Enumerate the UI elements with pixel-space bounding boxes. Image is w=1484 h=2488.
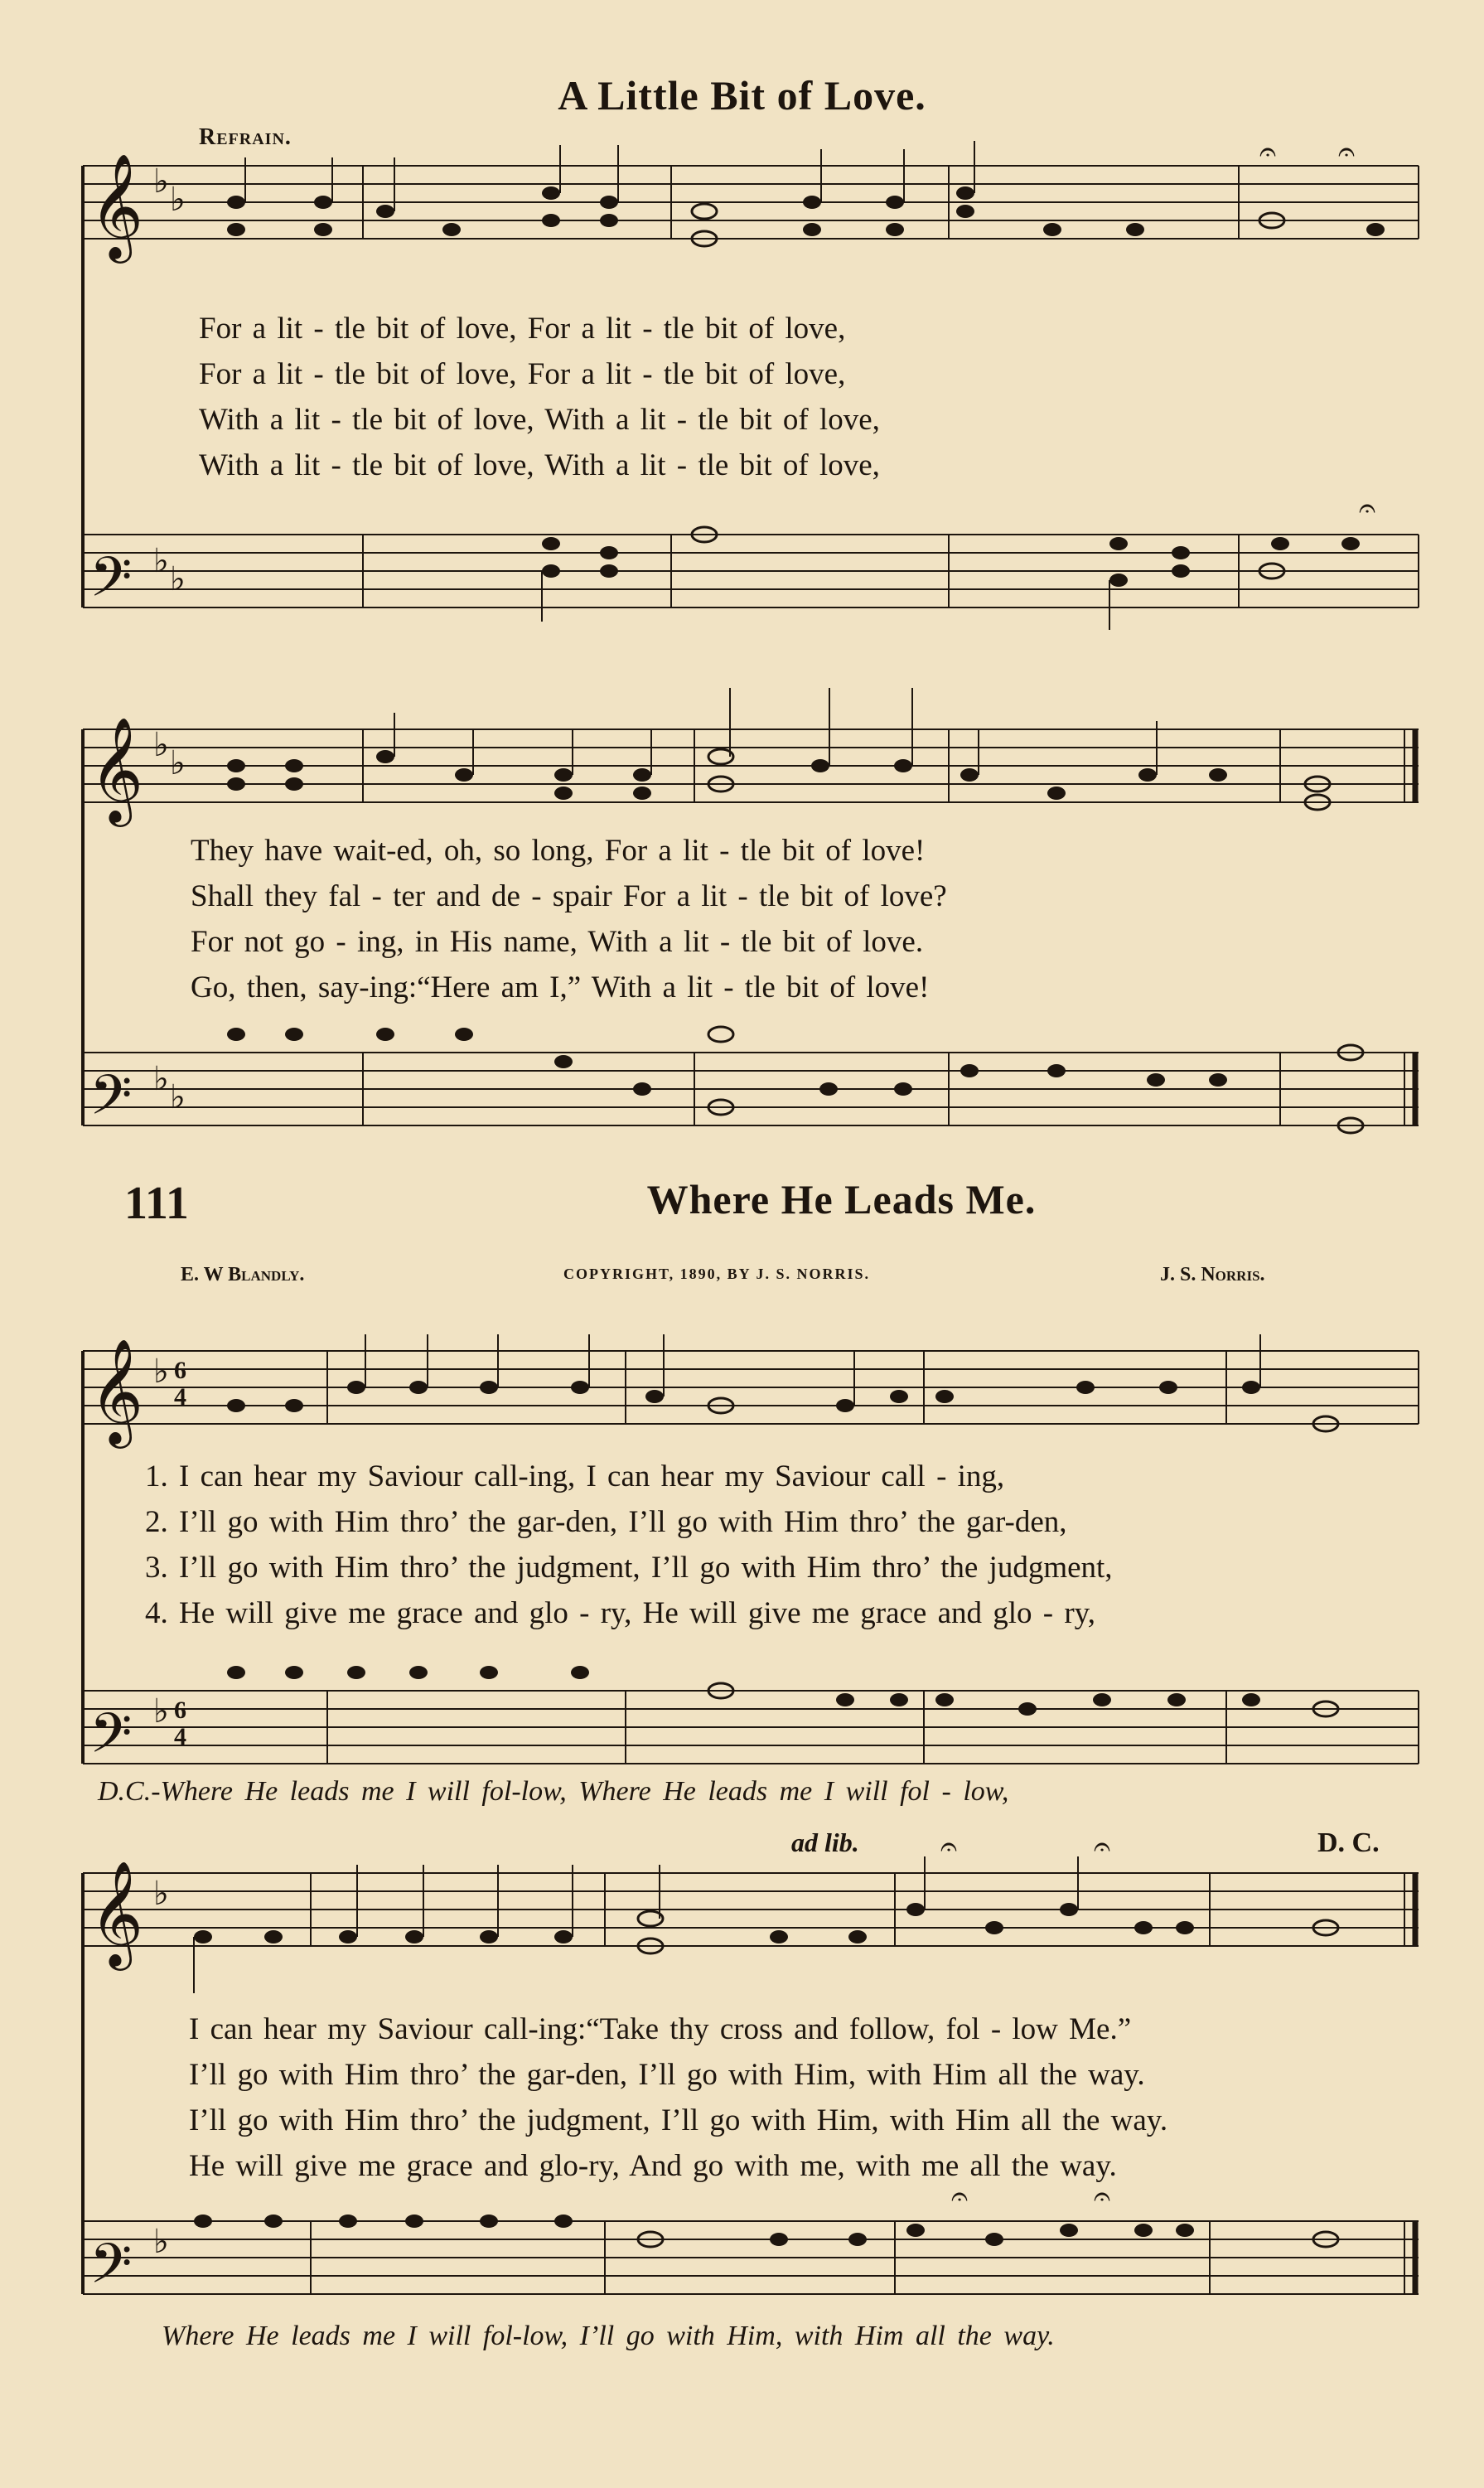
lyric-verse-2: For a lit - tle bit of love, For a lit - tle bit of love, (199, 357, 846, 391)
ad-lib-marking: ad lib. (791, 1827, 859, 1857)
svg-text:𝄞: 𝄞 (89, 1860, 144, 1966)
lyric-verse-4: With a lit - tle bit of love, With a lit - tle bit of love, (199, 448, 880, 482)
svg-text:♭: ♭ (153, 542, 169, 579)
svg-text:𝄢: 𝄢 (89, 1701, 133, 1765)
dc-text-line: D.C.-Where He leads me I will fol-low, Where He leads me I will fol - low, (98, 1776, 1009, 1807)
svg-text:♭: ♭ (153, 1060, 169, 1097)
svg-text:𝄐: 𝄐 (1259, 135, 1277, 168)
svg-text:𝄞: 𝄞 (89, 1338, 144, 1444)
lyric-verse-3: I’ll go with Him thro’ the judgment, I’ll go with Him, with Him all the way. (189, 2103, 1168, 2137)
closing-text-line: Where He leads me I will fol-low, I’ll go with Him, with Him all the way. (162, 2321, 1055, 2351)
svg-text:♭: ♭ (170, 560, 186, 598)
composer-credit: J. S. Norris. (1160, 1264, 1265, 1285)
hymn-title: Where He Leads Me. (646, 1176, 1037, 1222)
svg-text:♭: ♭ (170, 181, 186, 218)
refrain-label: Refrain. (199, 124, 292, 150)
svg-text:𝄐: 𝄐 (1359, 491, 1376, 525)
svg-text:𝄞: 𝄞 (89, 716, 144, 822)
lyric-verse-2: I’ll go with Him thro’ the gar-den, I’ll go with Him, with Him all the way. (189, 2058, 1145, 2092)
svg-text:♭: ♭ (153, 726, 169, 763)
svg-text:♭: ♭ (153, 2223, 169, 2260)
svg-text:♭: ♭ (153, 1353, 169, 1390)
svg-text:♭: ♭ (170, 1078, 186, 1116)
lyric-verse-1: For a lit - tle bit of love, For a lit - tle bit of love, (199, 312, 846, 346)
lyric-verse-3: 3. I’ll go with Him thro’ the judgment, I’ll go with Him thro’ the judgment, (145, 1551, 1113, 1585)
lyric-verse-1: They have wait-ed, oh, so long, For a lit - tle bit of love! (191, 834, 926, 868)
lyric-verse-2: 2. I’ll go with Him thro’ the gar-den, I’ll go with Him thro’ the gar-den, (145, 1505, 1067, 1539)
lyric-verse-4: Go, then, say-ing:“Here am I,” With a lit - tle bit of love! (191, 971, 930, 1004)
svg-text:4: 4 (174, 1723, 186, 1750)
copyright-notice: COPYRIGHT, 1890, BY J. S. NORRIS. (563, 1266, 871, 1282)
svg-text:𝄐: 𝄐 (1094, 2180, 1111, 2213)
svg-text:𝄢: 𝄢 (89, 2232, 133, 2296)
dc-marking: D. C. (1317, 1827, 1380, 1858)
svg-text:♭: ♭ (153, 1875, 169, 1912)
svg-text:♭: ♭ (170, 744, 186, 782)
svg-text:𝄐: 𝄐 (940, 1832, 958, 1863)
lyric-verse-2: Shall they fal - ter and de - spair For a lit - tle bit of love? (191, 879, 947, 913)
svg-text:𝄢: 𝄢 (89, 1063, 133, 1140)
svg-text:𝄐: 𝄐 (1094, 1832, 1111, 1863)
hymn-number: 111 (124, 1178, 189, 1229)
svg-text:♭: ♭ (153, 1692, 169, 1730)
svg-text:♭: ♭ (153, 162, 169, 200)
lyric-verse-3: With a lit - tle bit of love, With a lit - tle bit of love, (199, 403, 880, 437)
hymn-title: A Little Bit of Love. (558, 72, 926, 119)
lyric-verse-3: For not go - ing, in His name, With a lit - tle bit of love. (191, 925, 924, 959)
lyric-verse-1: I can hear my Saviour call-ing:“Take thy cross and follow, fol - low Me.” (189, 2012, 1132, 2046)
svg-text:6: 6 (174, 1697, 186, 1724)
lyric-verse-4: 4. He will give me grace and glo - ry, He will give me grace and glo - ry, (145, 1596, 1096, 1630)
svg-text:4: 4 (174, 1383, 186, 1411)
svg-text:𝄐: 𝄐 (1338, 135, 1356, 168)
svg-text:𝄢: 𝄢 (89, 545, 133, 622)
svg-text:6: 6 (174, 1357, 186, 1384)
svg-text:𝄐: 𝄐 (951, 2180, 969, 2213)
lyric-verse-4: He will give me grace and glo-ry, And go with me, with me all the way. (189, 2149, 1117, 2183)
lyric-verse-1: 1. I can hear my Saviour call-ing, I can hear my Saviour call - ing, (145, 1459, 1005, 1493)
svg-text:𝄞: 𝄞 (89, 152, 144, 259)
author-credit: E. W Blandly. (181, 1264, 305, 1285)
